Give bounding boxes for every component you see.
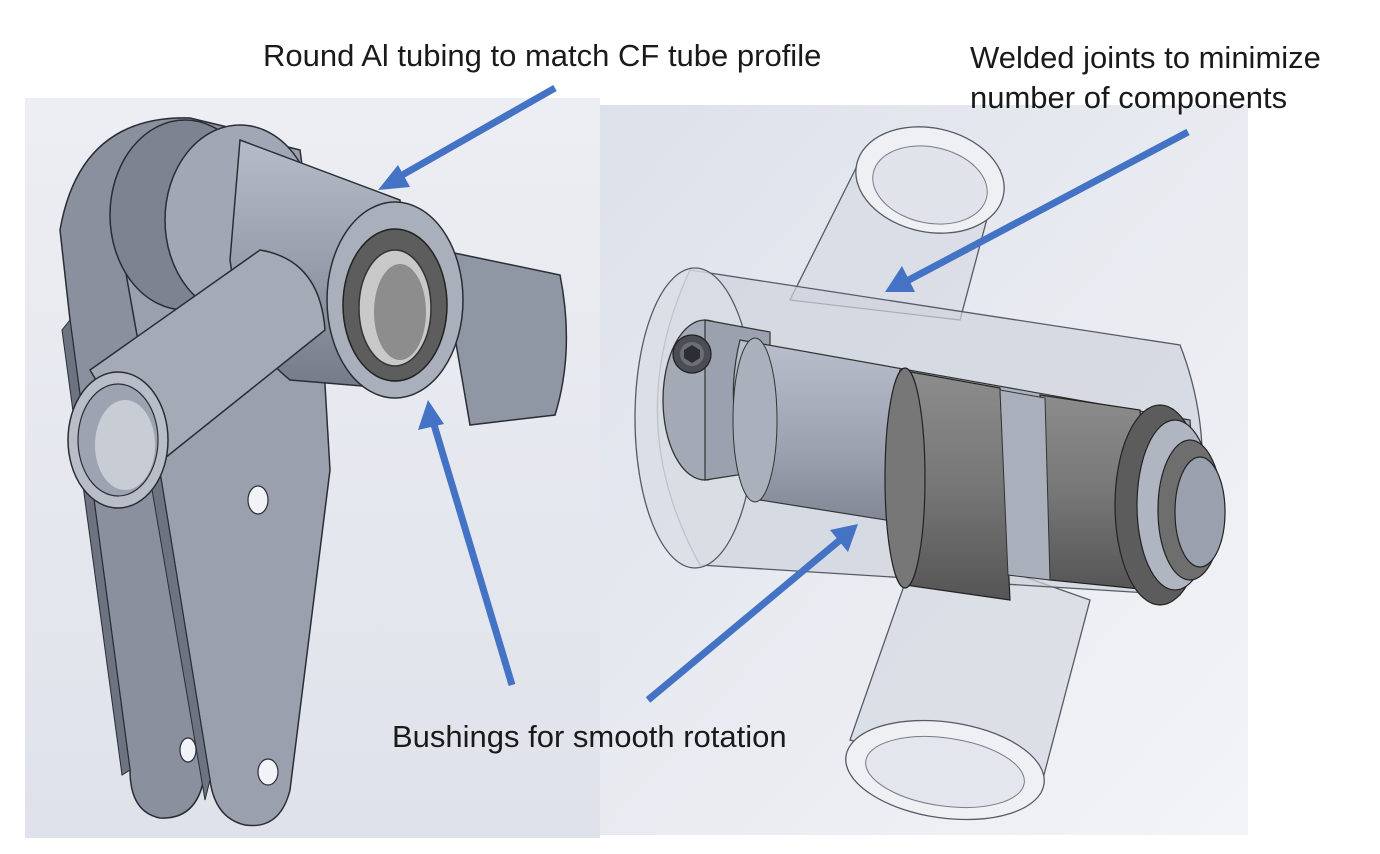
- label-round-al-tubing: Round Al tubing to match CF tube profile: [263, 38, 822, 73]
- label-welded-joints: [970, 38, 1321, 118]
- label-bushings: Bushings for smooth rotation: [392, 719, 787, 754]
- label-welded-joints-line1: Welded joints to minimize: [970, 40, 1321, 75]
- label-welded-joints-line2: number of components: [970, 80, 1288, 115]
